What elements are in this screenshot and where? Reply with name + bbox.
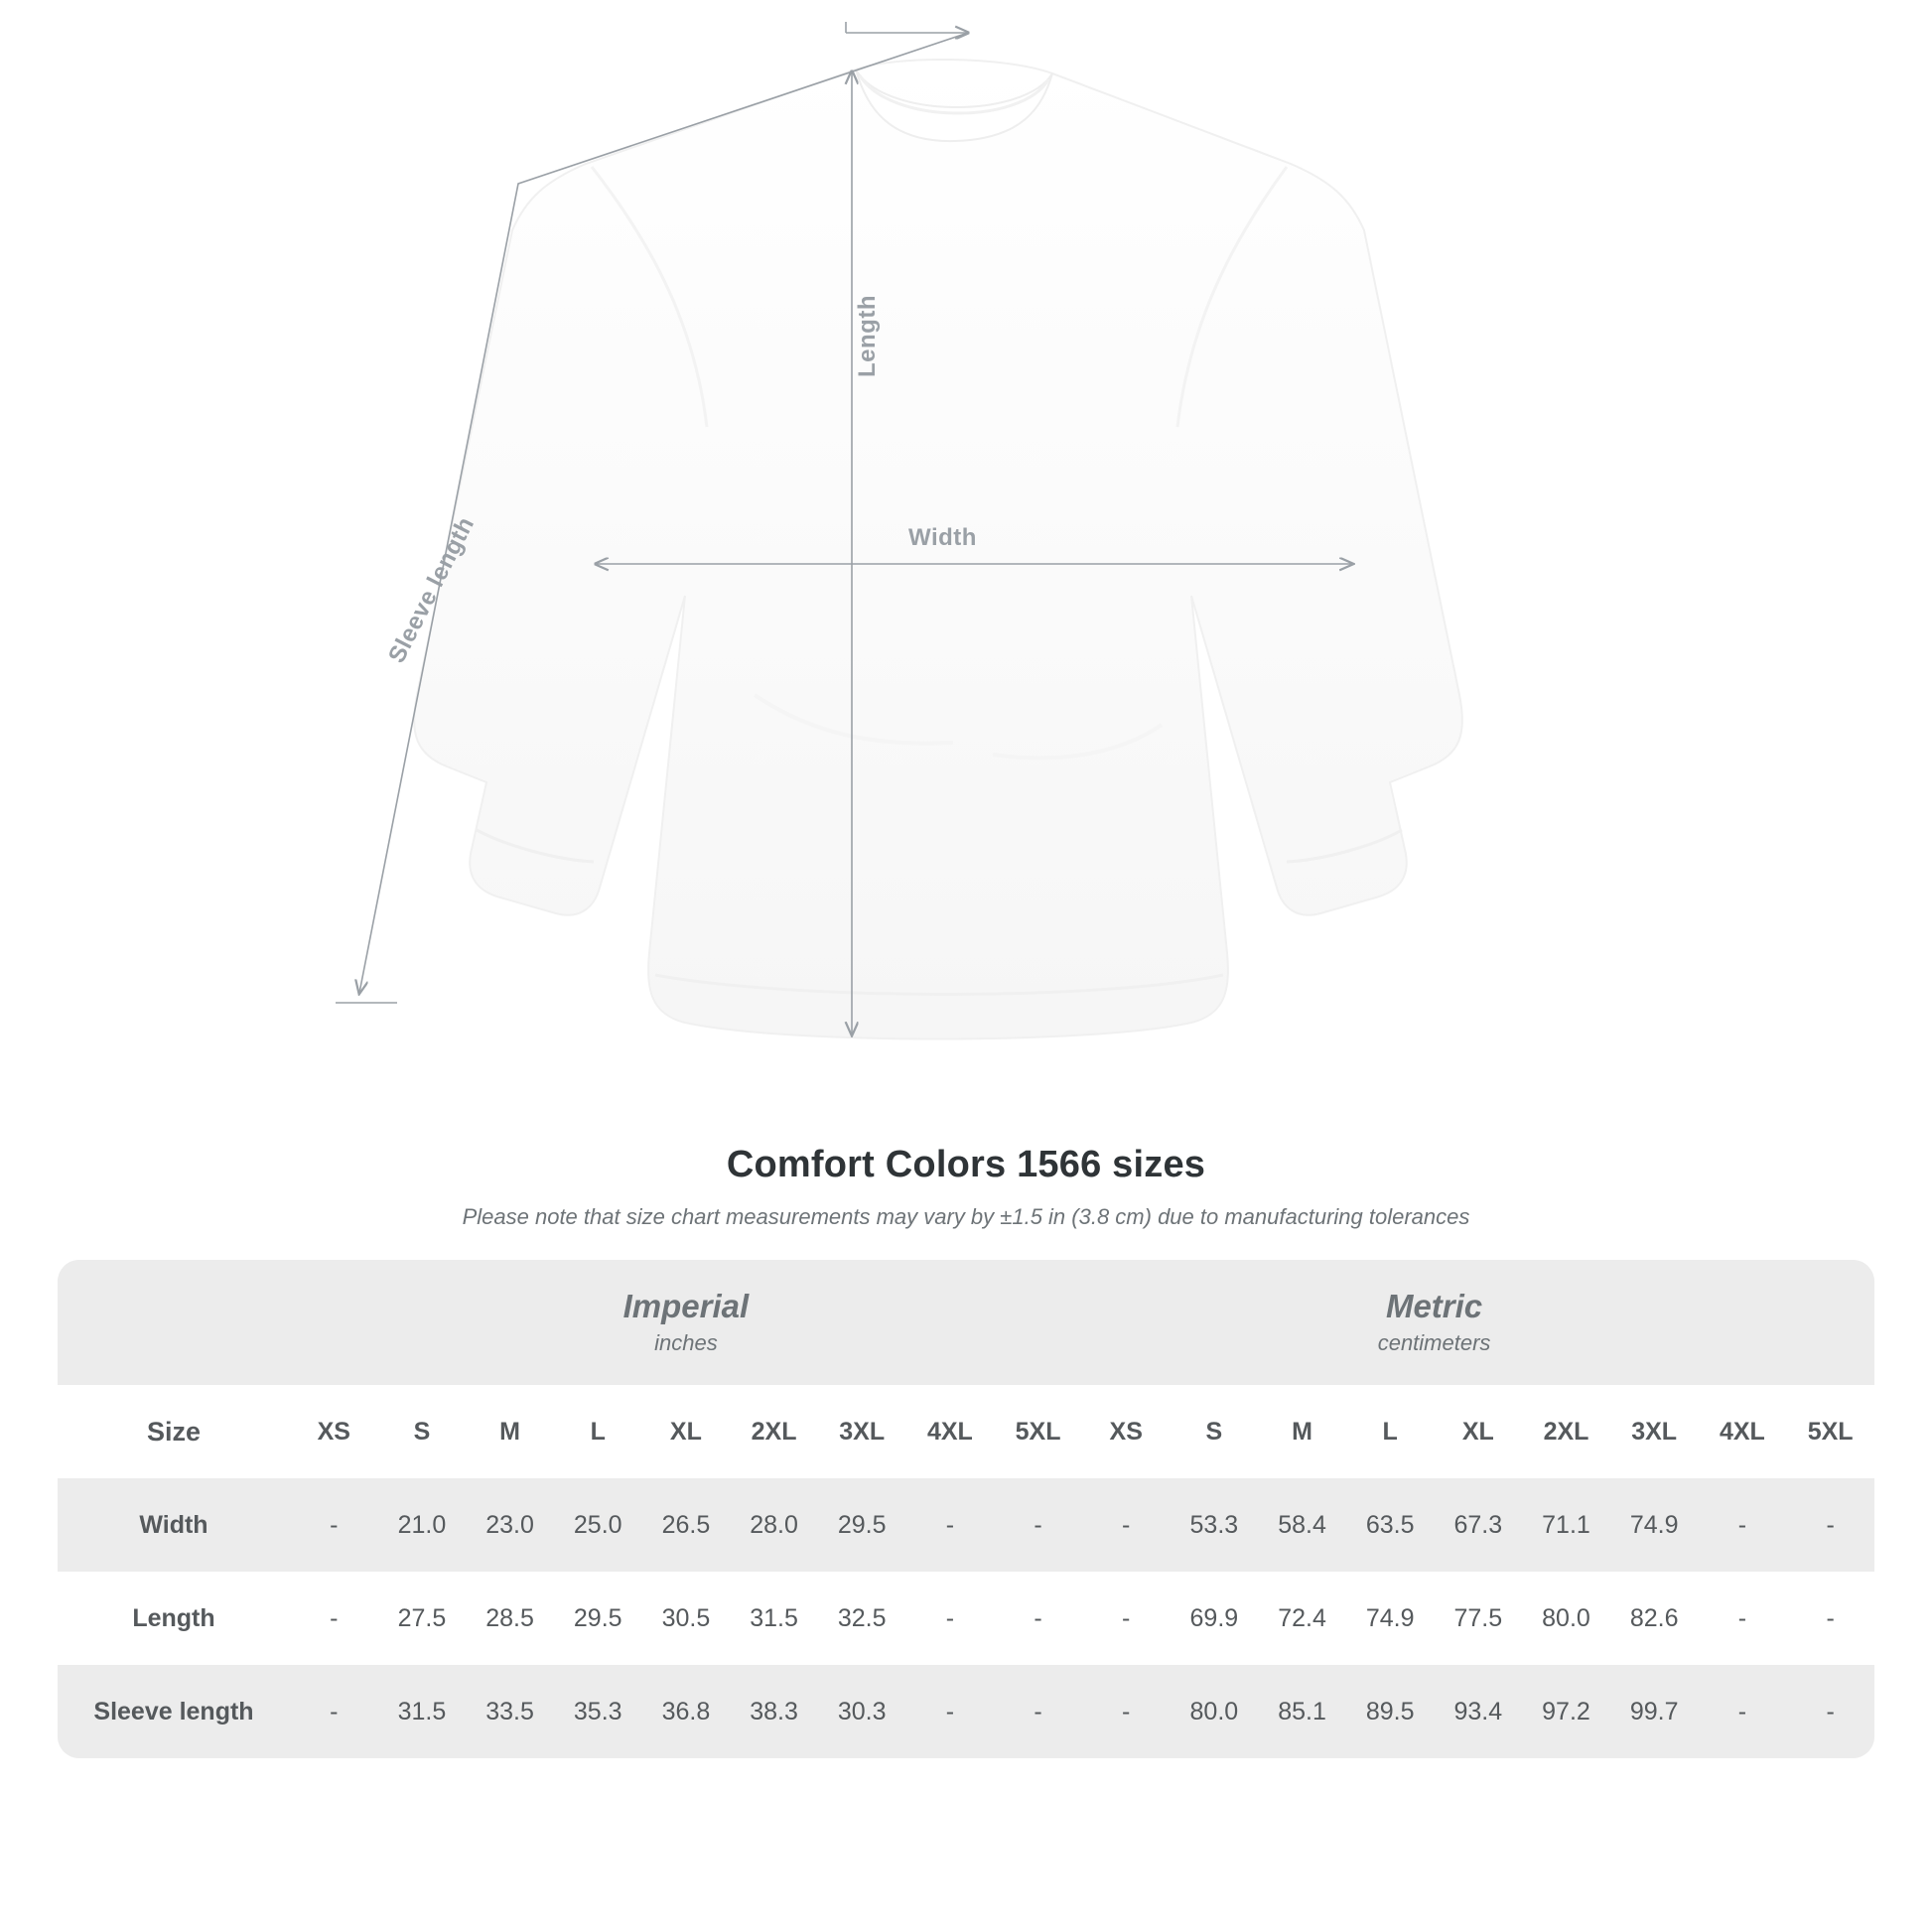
cell-length-imp-m: 28.5 (466, 1572, 554, 1665)
table-row (58, 1665, 1874, 1758)
col-header-met-m: M (1258, 1385, 1346, 1478)
sleeve-length-label: Sleeve length (383, 512, 481, 668)
cell-width-met-l: 63.5 (1346, 1478, 1435, 1572)
width-label: Width (908, 524, 977, 551)
cell-width-imp-xl: 26.5 (642, 1478, 731, 1572)
col-header-met-3xl: 3XL (1610, 1385, 1699, 1478)
metric-subtitle: centimeters (1377, 1330, 1491, 1356)
length-label: Length (854, 295, 881, 377)
cell-sleeve-imp-2xl: 38.3 (730, 1665, 818, 1758)
col-header-met-l: L (1346, 1385, 1435, 1478)
cell-width-met-xs: - (1082, 1478, 1171, 1572)
cell-sleeve-met-xs: - (1082, 1665, 1171, 1758)
cell-width-met-2xl: 71.1 (1522, 1478, 1610, 1572)
cell-length-imp-l: 29.5 (554, 1572, 642, 1665)
cell-sleeve-imp-5xl: - (994, 1665, 1082, 1758)
metric-title: Metric (1385, 1287, 1483, 1324)
row-label-sleeve-length: Sleeve length (58, 1665, 290, 1758)
col-header-imp-l: L (554, 1385, 642, 1478)
col-header-met-xl: XL (1435, 1385, 1523, 1478)
size-header-row (58, 1385, 1874, 1478)
col-header-met-5xl: 5XL (1786, 1385, 1874, 1478)
cell-sleeve-imp-xs: - (290, 1665, 378, 1758)
cell-width-imp-l: 25.0 (554, 1478, 642, 1572)
cell-sleeve-met-2xl: 97.2 (1522, 1665, 1610, 1758)
cell-sleeve-imp-4xl: - (906, 1665, 995, 1758)
row-label-length: Length (58, 1572, 290, 1665)
col-header-imp-2xl: 2XL (730, 1385, 818, 1478)
cell-sleeve-met-xl: 93.4 (1435, 1665, 1523, 1758)
cell-width-met-xl: 67.3 (1435, 1478, 1523, 1572)
cell-length-imp-5xl: - (994, 1572, 1082, 1665)
cell-sleeve-imp-s: 31.5 (378, 1665, 467, 1758)
col-header-imp-4xl: 4XL (906, 1385, 995, 1478)
col-header-met-2xl: 2XL (1522, 1385, 1610, 1478)
cell-length-met-xs: - (1082, 1572, 1171, 1665)
col-header-met-s: S (1171, 1385, 1259, 1478)
cell-sleeve-met-l: 89.5 (1346, 1665, 1435, 1758)
cell-sleeve-imp-xl: 36.8 (642, 1665, 731, 1758)
cell-sleeve-met-m: 85.1 (1258, 1665, 1346, 1758)
cell-width-met-5xl: - (1786, 1478, 1874, 1572)
size-header-label: Size (58, 1385, 290, 1478)
cell-length-met-3xl: 82.6 (1610, 1572, 1699, 1665)
cell-width-met-s: 53.3 (1171, 1478, 1259, 1572)
title-block (0, 1144, 1932, 1230)
size-table (58, 1260, 1874, 1758)
cell-length-met-5xl: - (1786, 1572, 1874, 1665)
cell-length-met-4xl: - (1698, 1572, 1786, 1665)
col-header-imp-3xl: 3XL (818, 1385, 906, 1478)
cell-width-imp-3xl: 29.5 (818, 1478, 906, 1572)
table-row (58, 1478, 1874, 1572)
size-table-container (58, 1260, 1874, 1758)
cell-length-imp-4xl: - (906, 1572, 995, 1665)
unit-header-spacer (58, 1260, 290, 1385)
cell-width-imp-s: 21.0 (378, 1478, 467, 1572)
col-header-met-4xl: 4XL (1698, 1385, 1786, 1478)
cell-sleeve-imp-m: 33.5 (466, 1665, 554, 1758)
cell-width-imp-2xl: 28.0 (730, 1478, 818, 1572)
cell-sleeve-met-3xl: 99.7 (1610, 1665, 1699, 1758)
cell-length-met-2xl: 80.0 (1522, 1572, 1610, 1665)
cell-width-imp-m: 23.0 (466, 1478, 554, 1572)
cell-width-met-3xl: 74.9 (1610, 1478, 1699, 1572)
metric-header-pad (1786, 1260, 1874, 1385)
cell-sleeve-met-s: 80.0 (1171, 1665, 1259, 1758)
cell-width-imp-xs: - (290, 1478, 378, 1572)
cell-width-met-m: 58.4 (1258, 1478, 1346, 1572)
row-label-width: Width (58, 1478, 290, 1572)
cell-sleeve-imp-3xl: 30.3 (818, 1665, 906, 1758)
col-header-met-xs: XS (1082, 1385, 1171, 1478)
page-title: Comfort Colors 1566 sizes (726, 1144, 1206, 1185)
metric-header (1082, 1260, 1786, 1385)
col-header-imp-s: S (378, 1385, 467, 1478)
col-header-imp-m: M (466, 1385, 554, 1478)
cell-length-imp-3xl: 32.5 (818, 1572, 906, 1665)
cell-width-met-4xl: - (1698, 1478, 1786, 1572)
cell-length-met-s: 69.9 (1171, 1572, 1259, 1665)
cell-length-met-m: 72.4 (1258, 1572, 1346, 1665)
imperial-title: Imperial (622, 1287, 750, 1324)
col-header-imp-xs: XS (290, 1385, 378, 1478)
imperial-subtitle: inches (654, 1330, 718, 1356)
cell-length-imp-s: 27.5 (378, 1572, 467, 1665)
cell-width-imp-4xl: - (906, 1478, 995, 1572)
col-header-imp-xl: XL (642, 1385, 731, 1478)
cell-sleeve-met-5xl: - (1786, 1665, 1874, 1758)
unit-header-row (58, 1260, 1874, 1385)
cell-width-imp-5xl: - (994, 1478, 1082, 1572)
table-row (58, 1572, 1874, 1665)
cell-length-met-xl: 77.5 (1435, 1572, 1523, 1665)
cell-length-met-l: 74.9 (1346, 1572, 1435, 1665)
tolerance-note: Please note that size chart measurements may vary by ±1.5 in (3.8 cm) due to manufacturing tolerances (462, 1204, 1470, 1229)
imperial-header (290, 1260, 1082, 1385)
cell-sleeve-met-4xl: - (1698, 1665, 1786, 1758)
cell-length-imp-2xl: 31.5 (730, 1572, 818, 1665)
col-header-imp-5xl: 5XL (994, 1385, 1082, 1478)
sweatshirt-shape (1, 0, 1462, 1039)
cell-length-imp-xl: 30.5 (642, 1572, 731, 1665)
cell-sleeve-imp-l: 35.3 (554, 1665, 642, 1758)
cell-length-imp-xs: - (290, 1572, 378, 1665)
